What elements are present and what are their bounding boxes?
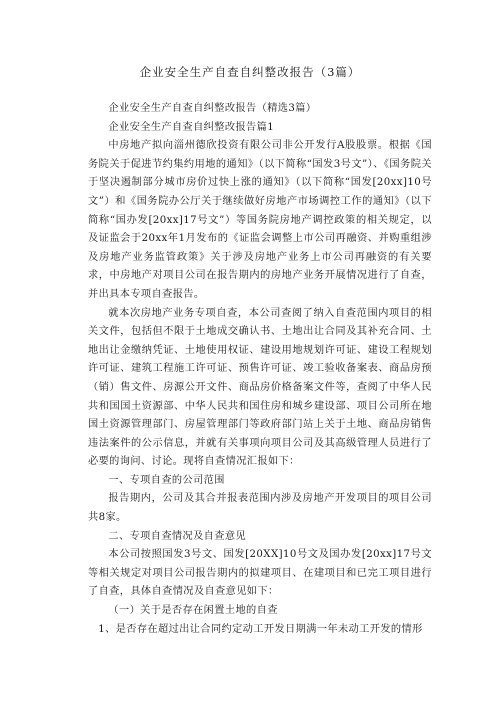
document-body <box>88 100 432 639</box>
item-idle-land-1: 1、是否存在超过出让合同约定动工开发日期满一年未动工开发的情形 <box>98 623 423 635</box>
section-heading: 企业安全生产自查自纠整改报告篇1 <box>108 121 275 133</box>
paragraph-intro: 中房地产拟向淄州德欣投资有限公司非公开发行A股股票。根据《国务院关于促进节约集约用地的通知》（以下简称“国发3号文”）、《国务院关于坚决遏制部分城市房价过快上涨的通知》（以下简称“国发[20xx]10号文”）和《国务院办公厅关于继续做好房地产市场调控工作的通知》（以下简称“国办发[20xx]17号文”）等国务院房地产调控政策的相关规定，以及证监会于20xx年1月发布的《证监会调整上市公司再融资、并购重组涉及房地产业务监管政策》关于涉及房地产业务上市公司再融资的有关要求，中房地产对项目公司在报告期内的房地产业务开展情况进行了自查，并出具本专项自查报告。 <box>88 140 432 300</box>
paragraph-self-check: 本公司按照国发3号文、国发[20XX]10号文及国办发[20xx]17号文等相关规定对项目公司报告期内的拟建项目、在建项目和已完工项目进行了自查，具体自查情况及自查意见如下： <box>88 549 432 598</box>
document-title: 企业安全生产自查自纠整改报告（3篇） <box>139 65 361 79</box>
heading-self-check: 二、专项自查情况及自查意见 <box>108 530 247 542</box>
paragraph-company-count: 报告期内，公司及其合并报表范围内涉及房地产开发项目的项目公司共8家。 <box>88 493 432 524</box>
heading-company-scope: 一、专项自查的公司范围 <box>108 474 225 486</box>
heading-idle-land: （一）关于是否存在闲置土地的自查 <box>108 605 278 617</box>
paragraph-scope: 就本次房地产业务专项自查，本公司查阅了纳入自查范围内项目的相关文件，包括但不限于土地成交确认书、土地出让合同及其补充合同、土地出让金缴纳凭证、土地使用权证、建设用地规划许可证、建设工程规划许可证、建筑工程施工许可证、预售许可证、竣工验收备案表、商品房预（销）售文件、房源公开文件、商品房价格备案文件等，查阅了中华人民共和国国土资源部、中华人民共和国住房和城乡建设部、项目公司所在地国土资源管理部门、房屋管理部门等政府部门站上关于土地、商品房销售违法案件的公示信息，并就有关事项向项目公司及其高级管理人员进行了必要的询问、讨论。现将自查情况汇报如下： <box>88 307 432 468</box>
subtitle-line: 企业安全生产自查自纠整改报告（精选3篇） <box>108 103 317 114</box>
